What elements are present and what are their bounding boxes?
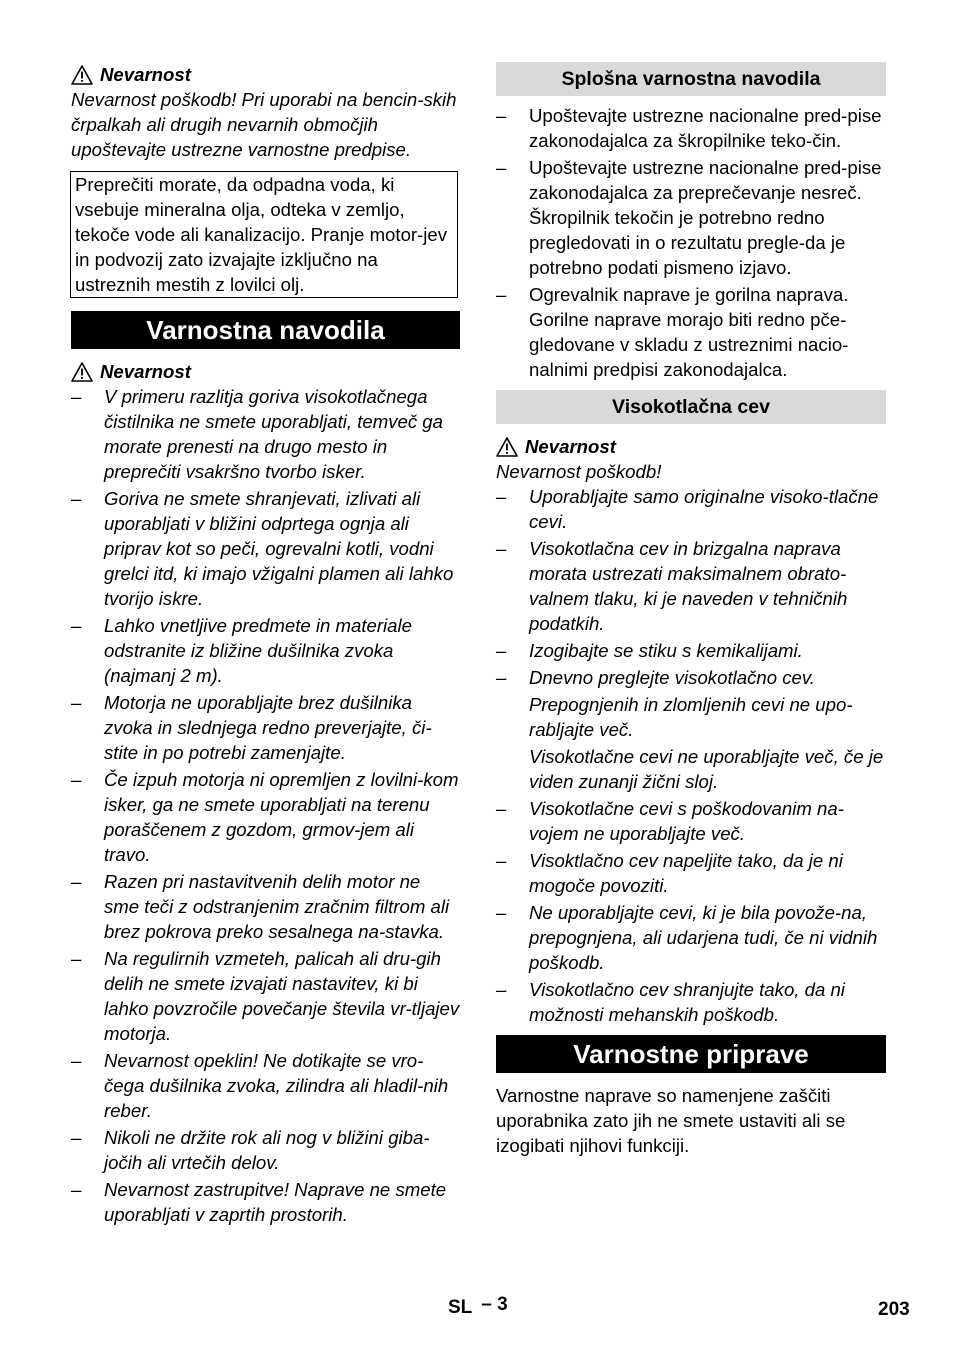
list-item <box>496 665 886 690</box>
hose-safety-list-cont <box>496 796 886 1027</box>
list-item <box>71 384 460 484</box>
warning-text: Nevarnost poškodb! Pri uporabi na bencin-skih črpalkah ali drugih nevarnih območjih upoštevajte ustrezne varnostne predpise. <box>71 89 457 160</box>
list-item <box>496 977 886 1027</box>
dash-marker: – <box>496 284 507 305</box>
list-item-text: Lahko vnetljive predmete in materiale odstranite iz bližine dušilnika zvoka (najmanj 2 m). <box>104 615 412 686</box>
list-continuation: Prepognjenih in zlomljenih cevi ne upo-rabljajte več. <box>529 694 853 740</box>
dash-marker: – <box>496 157 507 178</box>
warning-triangle-icon <box>496 437 518 457</box>
dash-marker: – <box>71 386 82 407</box>
warning-label: Nevarnost <box>100 64 191 85</box>
list-item-text: Visokotlačno cev shranjujte tako, da ni možnosti mehanskih poškodb. <box>529 979 845 1025</box>
footer-section-number: – 3 <box>481 1294 508 1315</box>
list-item <box>496 638 886 663</box>
list-item-text: Dnevno preglejte visokotlačno cev. <box>529 667 815 688</box>
list-item-text: Razen pri nastavitvenih delih motor ne sme teči z odstranjenim zračnim filtrom ali brez pokrova preko sesalnega na-stavka. <box>104 871 450 942</box>
list-item-text: Upoštevajte ustrezne nacionalne pred-pise zakonodajalca za preprečevanje nesreč. Škropilnik tekočin je potrebno redno pregledovati in o rezultatu pregle-da je potrebno podati pismeno izjavo. <box>529 157 882 278</box>
list-item <box>496 155 886 280</box>
list-item <box>71 486 460 611</box>
dash-marker: – <box>496 902 507 923</box>
dash-marker: – <box>496 798 507 819</box>
footer-lang: SL <box>448 1297 472 1318</box>
list-item <box>71 1125 460 1175</box>
section-title-varnostne-priprave: Varnostne priprave <box>496 1035 886 1073</box>
dash-marker: – <box>71 1050 82 1071</box>
dash-marker: – <box>496 667 507 688</box>
list-item <box>496 536 886 636</box>
list-item <box>71 613 460 688</box>
subsection-title-visokotlacna-cev: Visokotlačna cev <box>496 390 886 424</box>
dash-marker: – <box>71 692 82 713</box>
dash-marker: – <box>496 105 507 126</box>
list-item-text: Visokotlačne cevi s poškodovanim na-vojem ne uporabljajte več. <box>529 798 844 844</box>
dash-marker: – <box>71 769 82 790</box>
list-item-text: Če izpuh motorja ni opremljen z lovilni-kom isker, ga ne smete uporabljati na terenu poraščenem z gozdom, grmov-jem ali travo. <box>104 769 459 865</box>
list-item-text: Na regulirnih vzmeteh, palicah ali dru-gih delih ne smete izvajati nastavitev, ki bi lahko povzročile povečanje števila vr-tljajev motorja. <box>104 948 460 1044</box>
dash-marker: – <box>496 850 507 871</box>
list-item <box>496 484 886 534</box>
list-item <box>71 690 460 765</box>
list-item <box>496 796 886 846</box>
dash-marker: – <box>71 488 82 509</box>
list-item <box>496 282 886 382</box>
list-item-text: Motorja ne uporabljajte brez dušilnika zvoka in slednjega redno preverjajte, či-stite in po potrebi zamenjajte. <box>104 692 432 763</box>
warning-triangle-icon <box>71 362 93 382</box>
list-item-text: V primeru razlitja goriva visokotlačnega čistilnika ne smete uporabljati, temveč ga morate prenesti na drugo mesto in preprečiti vsakršno tvorbo isker. <box>104 386 443 482</box>
dash-marker: – <box>71 871 82 892</box>
warning-text: Nevarnost poškodb! <box>496 461 662 482</box>
list-item-text: Izogibajte se stiku s kemikalijami. <box>529 640 803 661</box>
list-item <box>71 946 460 1046</box>
list-item <box>496 848 886 898</box>
warning-heading-3 <box>496 434 886 459</box>
right-column <box>496 62 886 1158</box>
list-item <box>496 103 886 153</box>
safety-devices-text: Varnostne naprave so namenjene zaščiti uporabnika zato jih ne smete ustaviti ali se izogibati njihovi funkciji. <box>496 1085 846 1156</box>
dash-marker: – <box>496 640 507 661</box>
list-item <box>71 1177 460 1227</box>
list-item-text: Visoktlačno cev napeljite tako, da je ni mogoče povoziti. <box>529 850 843 896</box>
section-title-varnostna-navodila: Varnostna navodila <box>71 311 460 349</box>
warning-heading-1 <box>71 62 460 87</box>
list-item-text: Ne uporabljajte cevi, ki je bila povože-na, prepognjena, ali udarjena tudi, če ni vidnih poškodb. <box>529 902 878 973</box>
dash-marker: – <box>496 538 507 559</box>
dash-marker: – <box>496 486 507 507</box>
list-continuation: Visokotlačne cevi ne uporabljajte več, če je viden zunanji žični sloj. <box>529 746 884 792</box>
dash-marker: – <box>71 1179 82 1200</box>
list-item-text: Ogrevalnik naprave je gorilna naprava. Gorilne naprave morajo biti redno pče-gledovane v skladu z ustreznimi nacio-nalnimi predpisi zakonodajalca. <box>529 284 849 380</box>
warning-label: Nevarnost <box>100 361 191 382</box>
list-item <box>71 767 460 867</box>
list-item-text: Uporabljajte samo originalne visoko-tlačne cevi. <box>529 486 879 532</box>
left-column <box>71 62 460 1229</box>
list-item-text: Goriva ne smete shranjevati, izlivati ali uporabljati v bližini odprtega ognja ali priprav kot so peči, ogrevalni kotli, vodni grelci itd, ki imajo vžigalni plamen ali lahko tvorijo iskre. <box>104 488 454 609</box>
list-item-text: Nevarnost zastrupitve! Naprave ne smete uporabljati v zaprtih prostorih. <box>104 1179 447 1225</box>
footer-language-code <box>448 1294 508 1319</box>
general-safety-list <box>496 103 886 382</box>
list-item-text: Nevarnost opeklin! Ne dotikajte se vro-čega dušilnika zvoka, zilindra ali hladil-nih reber. <box>104 1050 449 1121</box>
warning-heading-2 <box>71 359 460 384</box>
subsection-title-splosna: Splošna varnostna navodila <box>496 62 886 96</box>
list-item <box>71 869 460 944</box>
list-item <box>496 900 886 975</box>
list-item-text: Upoštevajte ustrezne nacionalne pred-pise zakonodajalca za škropilnike teko-čin. <box>529 105 882 151</box>
notice-text: Preprečiti morate, da odpadna voda, ki vsebuje mineralna olja, odteka v zemljo, tekoče vode ali kanalizacijo. Pranje motor-jev in podvozij zato izvajajte izključno na ustreznih mestih z lovilci olj. <box>75 174 448 295</box>
list-item <box>71 1048 460 1123</box>
dash-marker: – <box>496 979 507 1000</box>
left-safety-list <box>71 384 460 1227</box>
page-number: 203 <box>878 1299 910 1320</box>
list-item-text: Visokotlačna cev in brizgalna naprava morata ustrezati maksimalnem obrato-valnem tlaku, ki je naveden v tehničnih podatkih. <box>529 538 848 634</box>
dash-marker: – <box>71 615 82 636</box>
list-item-text: Nikoli ne držite rok ali nog v bližini giba-jočih ali vrtečih delov. <box>104 1127 430 1173</box>
dash-marker: – <box>71 1127 82 1148</box>
hose-safety-list <box>496 484 886 690</box>
dash-marker: – <box>71 948 82 969</box>
warning-label: Nevarnost <box>525 436 616 457</box>
warning-triangle-icon <box>71 65 93 85</box>
environment-notice-box <box>70 171 458 298</box>
